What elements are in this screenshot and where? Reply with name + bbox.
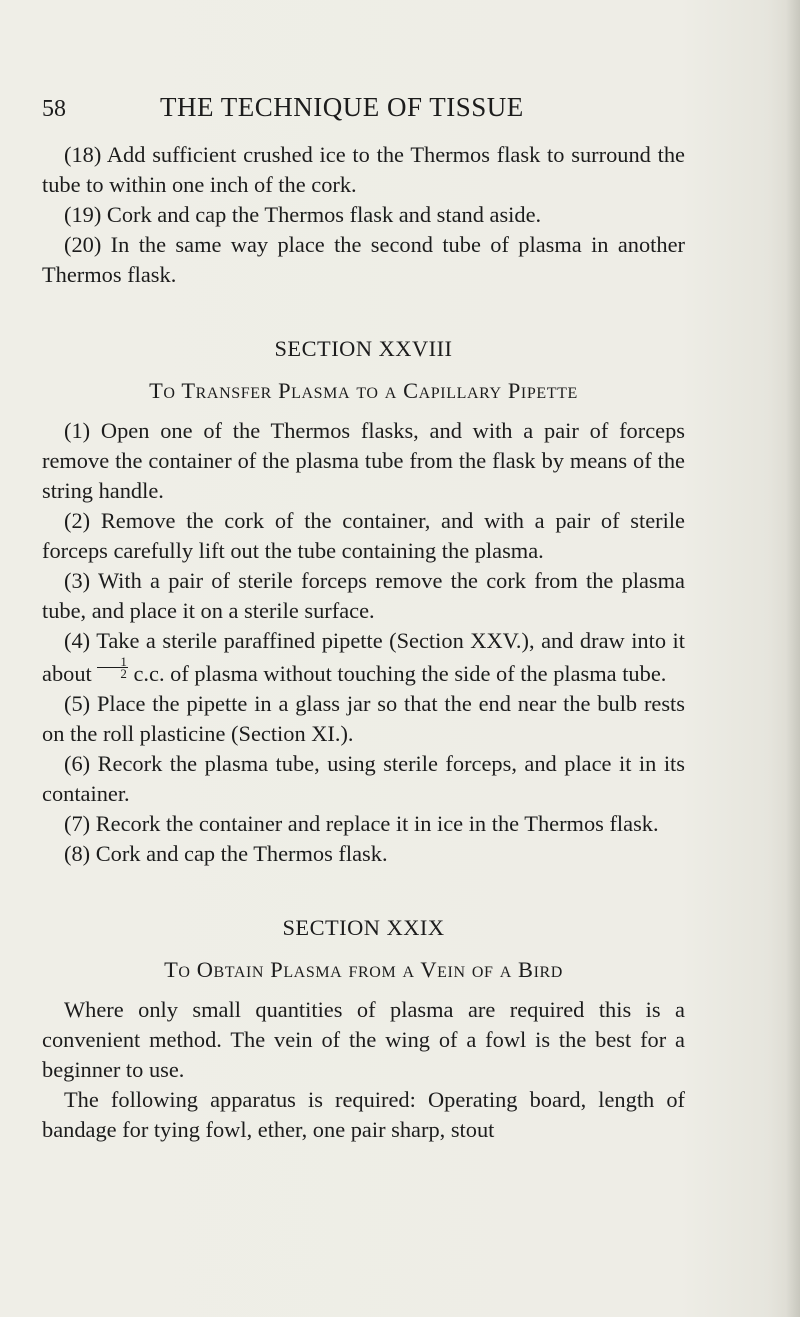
section-title: To Transfer Plasma to a Capillary Pipette — [149, 378, 578, 403]
page-number: 58 — [42, 96, 66, 122]
running-head: THE TECHNIQUE OF TISSUE — [160, 92, 524, 122]
body-paragraph: Where only small quantities of plasma are required this is a convenient method. The vein of the wing of a fowl is the best for a beginner to use. — [42, 997, 685, 1082]
fraction-numerator: 1 — [97, 656, 128, 668]
fraction-denominator: 2 — [120, 666, 127, 681]
step-paragraph: (8) Cork and cap the Thermos flask. — [64, 841, 388, 866]
step-paragraph: (3) With a pair of sterile forceps remove the cork from the plasma tube, and place it on a sterile surface. — [42, 568, 685, 623]
page-header — [42, 92, 742, 126]
step-paragraph: (1) Open one of the Thermos flasks, and with a pair of forceps remove the container of the plasma tube from the flask by means of the string handle. — [42, 418, 685, 503]
page-body — [42, 140, 685, 1145]
step-paragraph: (7) Recork the container and replace it in ice in the Thermos flask. — [64, 811, 659, 836]
body-paragraph: The following apparatus is required: Operating board, length of bandage for tying fowl, ether, one pair sharp, stout — [42, 1087, 685, 1142]
step-text-after-fraction: c.c. of plasma without touching the side of the plasma tube. — [133, 661, 667, 686]
step-paragraph: (20) In the same way place the second tube of plasma in another Thermos flask. — [42, 232, 685, 287]
section-heading: SECTION XXVIII — [274, 336, 453, 361]
section-heading: SECTION XXIX — [282, 915, 445, 940]
step-paragraph: (6) Recork the plasma tube, using sterile forceps, and place it in its container. — [42, 751, 685, 806]
step-paragraph — [42, 626, 685, 689]
step-paragraph: (2) Remove the cork of the container, and with a pair of sterile forceps carefully lift out the tube containing the plasma. — [42, 508, 685, 563]
step-text-before-fraction: (4) Take a sterile paraffined pipette (Section XXV.), and draw into it about — [42, 628, 685, 686]
page-edge-shadow — [786, 0, 800, 1317]
section-title: To Obtain Plasma from a Vein of a Bird — [164, 957, 563, 982]
step-paragraph: (5) Place the pipette in a glass jar so that the end near the bulb rests on the roll plasticine (Section XI.). — [42, 691, 685, 746]
step-paragraph: (18) Add sufficient crushed ice to the Thermos flask to surround the tube to within one inch of the cork. — [42, 142, 685, 197]
step-paragraph: (19) Cork and cap the Thermos flask and stand aside. — [64, 202, 542, 227]
fraction-half — [97, 656, 128, 679]
